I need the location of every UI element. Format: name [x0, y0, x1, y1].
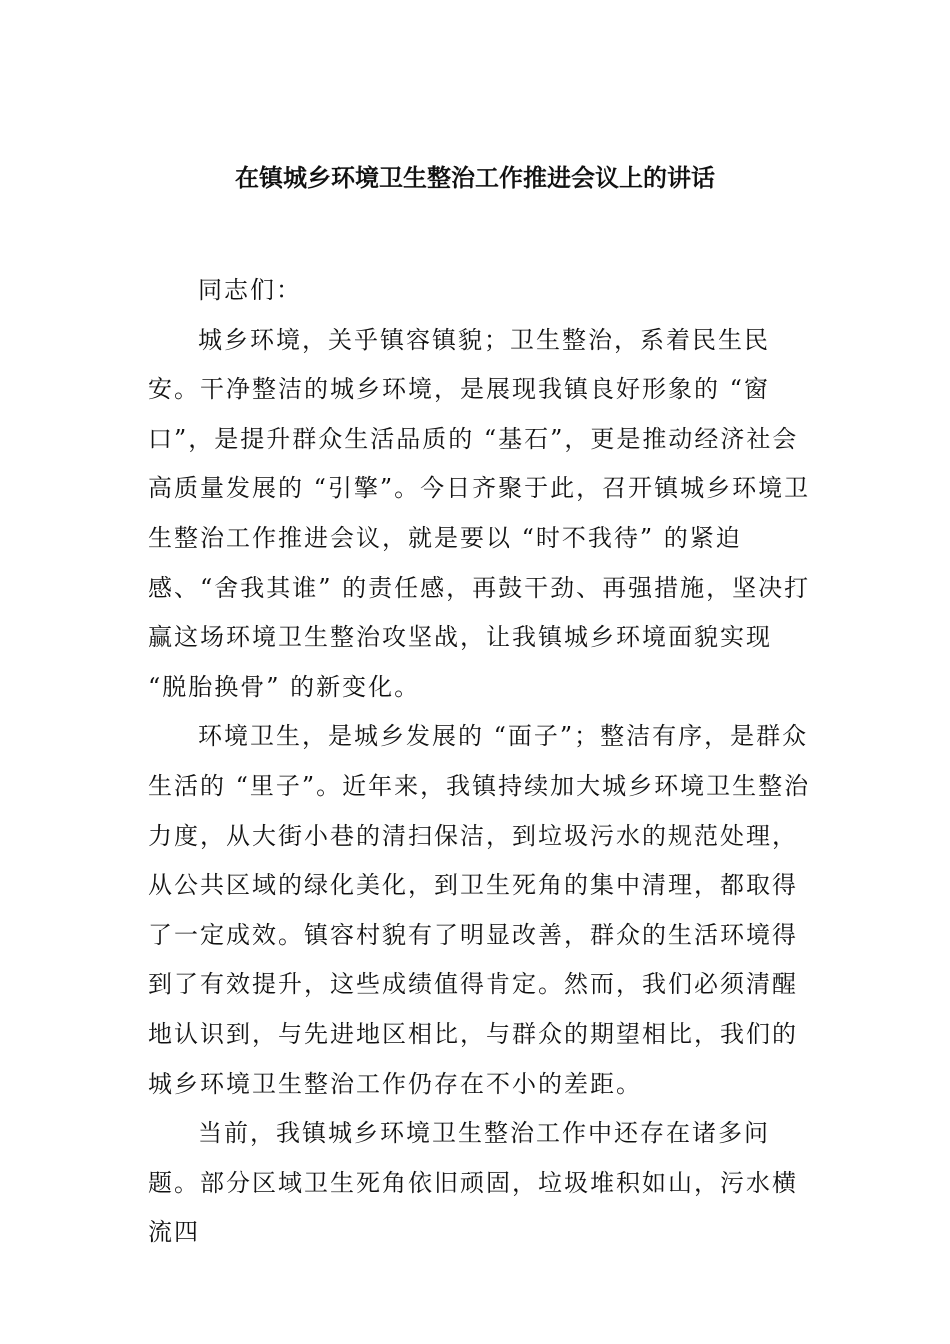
document-body: [148, 266, 812, 1258]
document-title: 在镇城乡环境卫生整治工作推进会议上的讲话: [235, 163, 715, 192]
salutation: 同志们：: [198, 276, 302, 304]
paragraph-2: 环境卫生，是城乡发展的 “面子”；整洁有序，是群众生活的 “里子”。近年来，我镇持续加大城乡环境卫生整治力度，从大街小巷的清扫保洁，到垃圾污水的规范处理，从公共区域的绿化美化，到卫生死角的集中清理，都取得了一定成效。镇容村貌有了明显改善，群众的生活环境得到了有效提升，这些成绩值得肯定。然而，我们必须清醒地认识到，与先进地区相比，与群众的期望相比，我们的城乡环境卫生整治工作仍存在不小的差距。: [148, 722, 811, 1098]
paragraph-3: 当前，我镇城乡环境卫生整治工作中还存在诸多问题。部分区域卫生死角依旧顽固，垃圾堆积如山，污水横流四: [148, 1119, 798, 1247]
paragraph-1: 城乡环境，关乎镇容镇貌；卫生整治，系着民生民安。干净整洁的城乡环境，是展现我镇良好形象的 “窗口”，是提升群众生活品质的 “基石”，更是推动经济社会高质量发展的 “引擎”。今日齐聚于此，召开镇城乡环境卫生整治工作推进会议，就是要以 “时不我待” 的紧迫感、“舍我其谁” 的责任感，再鼓干劲、再强措施，坚决打赢这场环境卫生整治攻坚战，让我镇城乡环境面貌实现 “脱胎换骨” 的新变化。: [148, 325, 811, 701]
